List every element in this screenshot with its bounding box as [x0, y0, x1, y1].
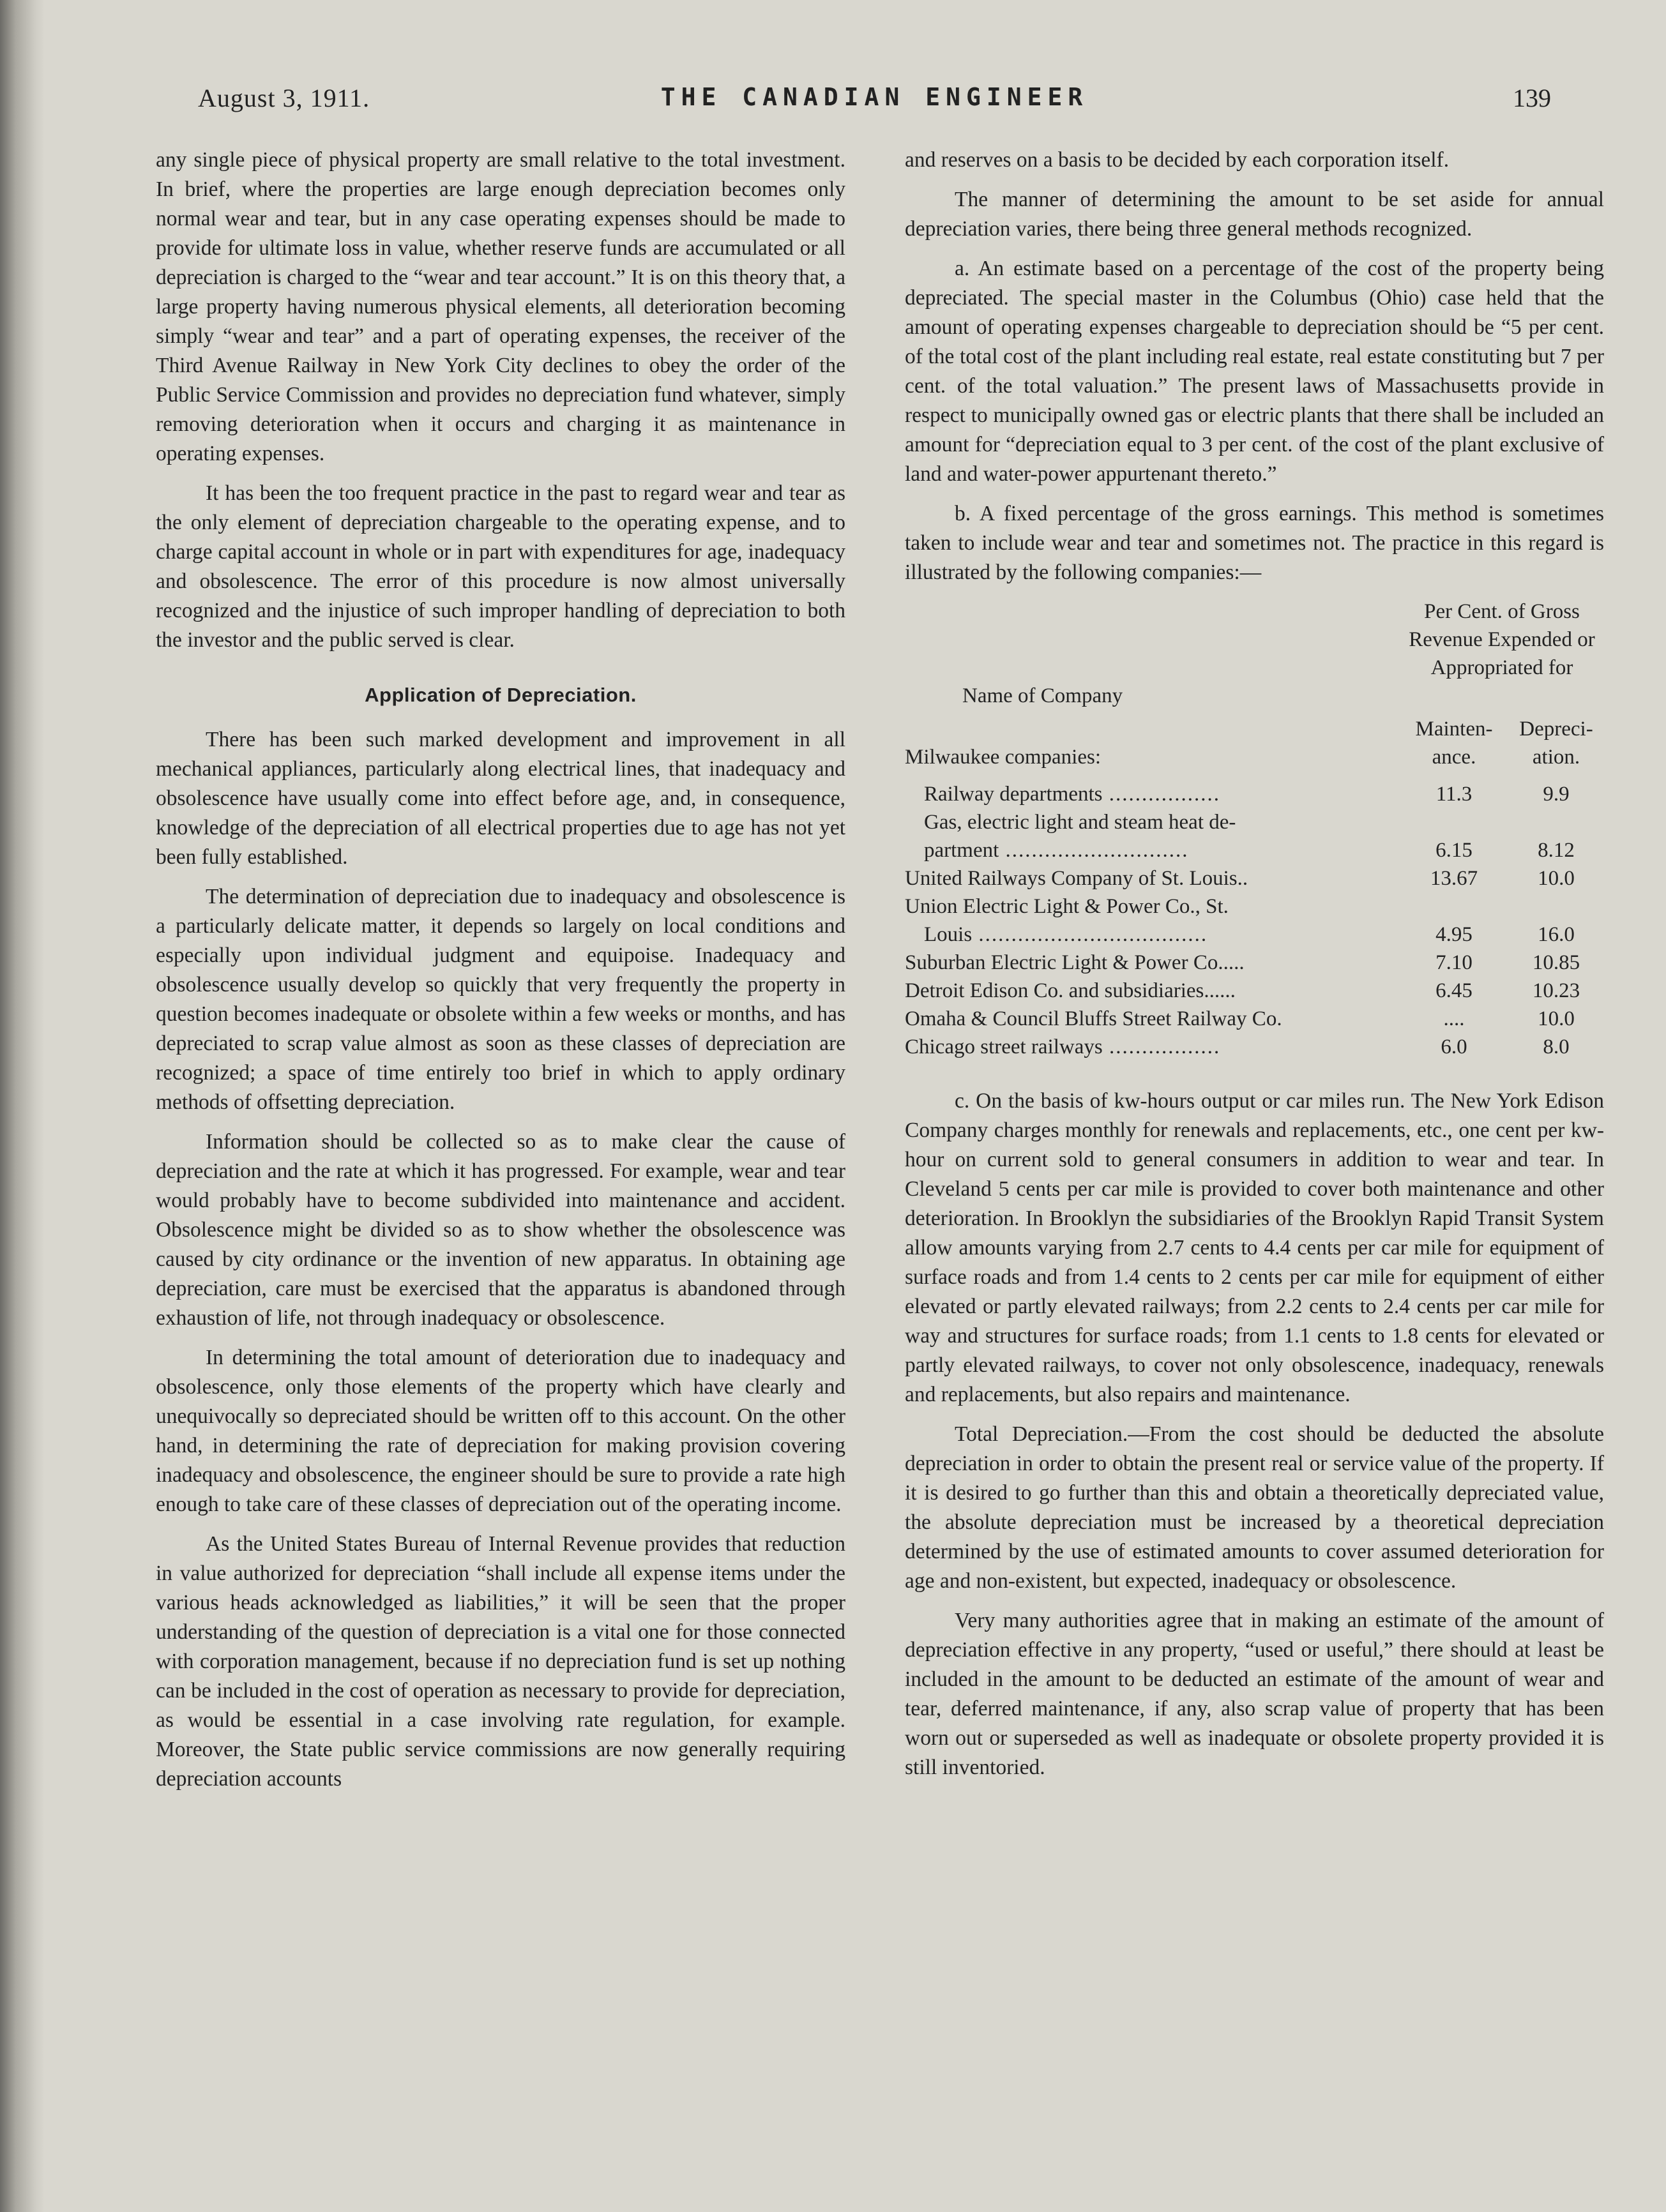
company-name-cell	[905, 808, 1400, 836]
page-number: 139	[1513, 84, 1551, 112]
company-name: Detroit Edison Co. and subsidiaries......	[905, 979, 1236, 1002]
paragraph: any single piece of physical property are small relative to the total investment. In brief, where the properties are large enough depreciation becomes only normal wear and tear, but in any case operating expenses should be made to provide for ultimate loss in value, whether reserve funds are accumulated or all depreciation is charged to the “wear and tear account.” It is on this theory that, a large property having numerous physical elements, all deterioration becoming simply “wear and tear” and a part of operating expenses, the receiver of the Third Avenue Railway in New York City declines to obey the order of the Public Service Commission and provides no depreciation fund whatever, simply removing deterioration when it occurs and charging it as maintenance in operating expenses.	[156, 148, 845, 465]
depreciation-value: 8.12	[1538, 839, 1575, 862]
paragraph: and reserves on a basis to be decided by each corporation itself.	[905, 148, 1450, 172]
table-span-header: Per Cent. of Gross Revenue Expended or Appropriated for	[1409, 600, 1595, 679]
paragraph: b. A fixed percentage of the gross earnings. This method is sometimes taken to include wear and tear and sometimes not. The practice in this regard is illustrated by the following companies:—	[905, 502, 1604, 584]
paragraph: There has been such marked development and improvement in all mechanical appliances, particularly along electrical lines, that inadequacy and obsolescence have usually come into effect before age, and, in consequence, knowledge of the depreciation of all electrical properties due to age has not yet been fully established.	[156, 728, 845, 869]
company-name-cell	[905, 1005, 1400, 1033]
table-row	[905, 836, 1604, 864]
maintenance-value: 4.95	[1435, 923, 1473, 946]
paragraph: It has been the too frequent practice in the past to regard wear and tear as the only element of depreciation chargeable to the operating expense, and to charge capital account in whole or in part with expenditures for age, inadequacy and obsolescence. The error of this procedure is now almost universally recognized and the injustice of such improper handling of depreciation to both the investor and the public served is clear.	[156, 481, 845, 652]
company-name: Union Electric Light & Power Co., St.	[905, 895, 1229, 918]
dot-leader: .................	[1102, 783, 1221, 806]
company-name: Omaha & Council Bluffs Street Railway Co.	[905, 1007, 1282, 1030]
table-row	[905, 864, 1604, 892]
table-row	[905, 921, 1604, 949]
maintenance-value: ....	[1443, 1007, 1465, 1030]
dot-leader: .................	[1102, 1035, 1221, 1058]
company-name: partment	[924, 839, 999, 862]
depreciation-table	[905, 598, 1604, 1061]
company-name: Chicago street railways	[905, 1035, 1103, 1058]
table-col-depreciation-header: Depreci- ation.	[1519, 718, 1593, 769]
table-row	[905, 977, 1604, 1005]
running-header	[198, 83, 1551, 121]
company-name-cell	[905, 977, 1400, 1005]
dot-leader: ............................	[999, 839, 1189, 862]
depreciation-value: 8.0	[1543, 1035, 1570, 1058]
paragraph: a. An estimate based on a percentage of the cost of the property being depreciated. The special master in the Columbus (Ohio) case held that the amount of operating expenses chargeable to depreciation should be “5 per cent. of the total cost of the plant including real estate, real estate constituting but 7 per cent. of the total valuation.” The present laws of Massachusetts provide in respect to municipally owned gas or electric plants that there shall be included an amount for “depreciation equal to 3 per cent. of the cost of the plant exclusive of land and water-power appurtenant thereto.”	[905, 257, 1604, 486]
maintenance-value: 11.3	[1435, 783, 1473, 806]
dot-leader: ...................................	[972, 923, 1208, 946]
maintenance-value: 7.10	[1435, 951, 1473, 974]
depreciation-value: 10.85	[1532, 951, 1580, 974]
maintenance-value: 6.0	[1441, 1035, 1467, 1058]
issue-date: August 3, 1911.	[198, 84, 370, 112]
paragraph: In determining the total amount of deterioration due to inadequacy and obsolescence, only those elements of the property which have clearly and unequivocally so depreciated should be written off to this account. On the other hand, in determining the rate of depreciation for making provision covering inadequacy and obsolescence, the engineer should be sure to provide a rate high enough to take care of these classes of depreciation out of the operating income.	[156, 1346, 845, 1516]
paragraph: c. On the basis of kw-hours output or car miles run. The New York Edison Company charges monthly for renewals and replacements, etc., one cent per kw-hour on current sold to general consumers in addition to wear and tear. In Cleveland 5 cents per car mile is provided to cover both maintenance and other deterioration. In Brooklyn the subsidiaries of the Brooklyn Rapid Transit System allow amounts varying from 2.7 cents to 4.4 cents per car mile for equipment of surface roads and from 1.4 cents to 2 cents per car mile for equipment of either elevated or partly elevated railways; from 2.2 cents to 2.4 cents per car mile for way and structures for surface roads; from 1.1 cents to 1.8 cents for elevated or partly elevated railways, to cover not only obsolescence, inadequacy, renewals and replacements, but also repairs and maintenance.	[905, 1089, 1604, 1406]
table-body	[905, 780, 1604, 1061]
table-row	[905, 1033, 1604, 1061]
table-name-header: Name of Company	[962, 684, 1123, 707]
paragraph: The determination of depreciation due to inadequacy and obsolescence is a particularly delicate matter, it depends so largely on local conditions and especially upon individual judgment and equipoise. Inadequacy and obsolescence usually develop so quickly that very frequently the property in question becomes inadequate or obsolete within a few weeks or months, and has depreciated to scrap value almost as soon as these classes of depreciation are recognized; a space of time entirely too brief in which to apply ordinary methods of offsetting depreciation.	[156, 885, 845, 1114]
company-name: Louis	[924, 923, 973, 946]
company-name: Railway departments	[924, 783, 1103, 806]
company-name-cell	[905, 1033, 1400, 1061]
depreciation-value: 9.9	[1543, 783, 1570, 806]
company-name: United Railways Company of St. Louis..	[905, 867, 1248, 890]
company-name-cell	[905, 921, 1400, 949]
table-row	[905, 949, 1604, 977]
company-name: Suburban Electric Light & Power Co.....	[905, 951, 1245, 974]
right-column	[905, 146, 1604, 1793]
section-heading: Application of Depreciation.	[365, 684, 637, 706]
paragraph: Total Depreciation.—From the cost should be deducted the absolute depreciation in order to obtain the present real or service value of the property. If it is desired to go further than this and obtain a theoretically depreciated value, the absolute depreciation must be increased by a theoretical depreciation determined by the use of estimated amounts to cover assumed deterioration for age and non-existent, but expected, inadequacy or obsolescence.	[905, 1422, 1604, 1593]
table-row	[905, 780, 1604, 808]
company-name-cell	[905, 780, 1400, 808]
company-name-cell	[905, 949, 1400, 977]
depreciation-value: 10.0	[1538, 867, 1575, 890]
left-column	[156, 146, 845, 1804]
table-column-header-row	[905, 715, 1604, 771]
publication-title: THE CANADIAN ENGINEER	[660, 83, 1089, 111]
company-name-cell	[905, 864, 1400, 892]
paragraph: Very many authorities agree that in making an estimate of the amount of depreciation effective in any property, “used or useful,” there should at least be included in the amount to be deducted an estimate of the amount of wear and tear, deferred maintenance, if any, also scrap value of property that has been worn out or superseded as well as inadequate or obsolete property provided it is still inventoried.	[905, 1609, 1604, 1779]
depreciation-value: 10.23	[1532, 979, 1580, 1002]
table-span-header-row	[905, 598, 1604, 682]
depreciation-value: 16.0	[1538, 923, 1575, 946]
table-row	[905, 808, 1604, 836]
company-name: Gas, electric light and steam heat de-	[924, 811, 1236, 834]
table-name-header-row	[905, 682, 1604, 710]
maintenance-value: 6.45	[1435, 979, 1473, 1002]
table-row	[905, 1005, 1604, 1033]
depreciation-value: 10.0	[1538, 1007, 1575, 1030]
company-name-cell	[905, 892, 1400, 921]
table-col-maintenance-header: Mainten- ance.	[1415, 718, 1493, 769]
paragraph: As the United States Bureau of Internal Revenue provides that reduction in value authorized for depreciation “shall include all expense items under the various heads acknowledged as liabilities,” it will be seen that the proper understanding of the question of depreciation is a vital one for those connected with corporation management, because if no depreciation fund is set up nothing can be included in the cost of operation as necessary to provide for depreciation, as would be essential in a case involving rate regulation, for example. Moreover, the State public service commissions are now generally requiring depreciation accounts	[156, 1532, 845, 1791]
paragraph: The manner of determining the amount to be set aside for annual depreciation varies, there being three general methods recognized.	[905, 188, 1604, 241]
table-row	[905, 892, 1604, 921]
maintenance-value: 6.15	[1435, 839, 1473, 862]
company-name-cell	[905, 836, 1400, 864]
paragraph: Information should be collected so as to make clear the cause of depreciation and the rate at which it has progressed. For example, wear and tear would probably have to become subdivided into maintenance and accident. Obsolescence might be divided so as to show whether the obsolescence was caused by city ordinance or the invention of new apparatus. In obtaining age depreciation, care must be exercised that the apparatus is abandoned through exhaustion of life, not through inadequacy or obsolescence.	[156, 1130, 845, 1330]
table-group-label: Milwaukee companies:	[905, 746, 1101, 769]
maintenance-value: 13.67	[1430, 867, 1478, 890]
